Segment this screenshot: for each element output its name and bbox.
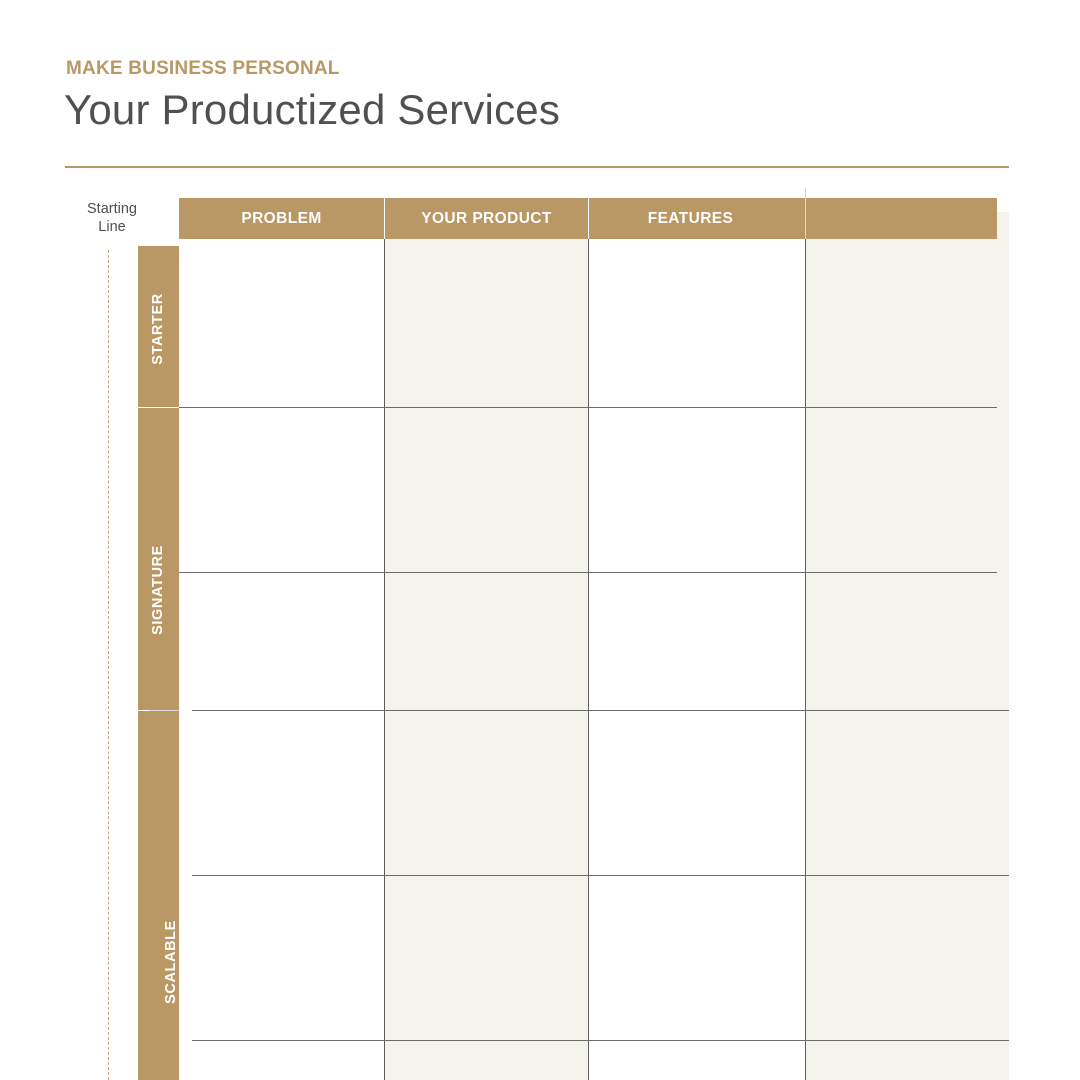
column-header-fourth [806, 198, 997, 239]
grid-vline [588, 239, 589, 1080]
header-separator [384, 198, 385, 239]
eyebrow-label: MAKE BUSINESS PERSONAL [66, 58, 340, 79]
grid-hline [179, 572, 997, 573]
header-separator [805, 188, 806, 239]
header-separator [588, 198, 589, 239]
tier-label-starter: STARTER [149, 293, 166, 365]
tier-label-wrap [98, 545, 218, 635]
column-header-your-product: YOUR PRODUCT [421, 209, 552, 227]
grid-vline [805, 239, 806, 1080]
tier-label-wrap [111, 920, 231, 1004]
page-title: Your Productized Services [64, 86, 561, 133]
grid-hline [192, 875, 1009, 876]
grid-hline [192, 710, 1009, 711]
tier-bar-scalable [138, 711, 179, 1080]
grid-vline [384, 239, 385, 1080]
grid-hline [192, 1040, 1009, 1041]
column-header-features: FEATURES [647, 209, 734, 227]
grid-hline [179, 407, 997, 408]
title-divider [65, 166, 1009, 168]
column-band-your-product [385, 239, 589, 1080]
starting-line-label: Starting Line [87, 201, 137, 235]
timeline-dashed-line [108, 250, 109, 1080]
column-band-fourth [805, 212, 1009, 1080]
tier-label-scalable: SCALABLE [163, 920, 179, 1004]
tier-label-signature: SIGNATURE [150, 545, 166, 635]
tier-label-wrap [98, 293, 218, 365]
column-header-problem: PROBLEM [241, 209, 322, 227]
